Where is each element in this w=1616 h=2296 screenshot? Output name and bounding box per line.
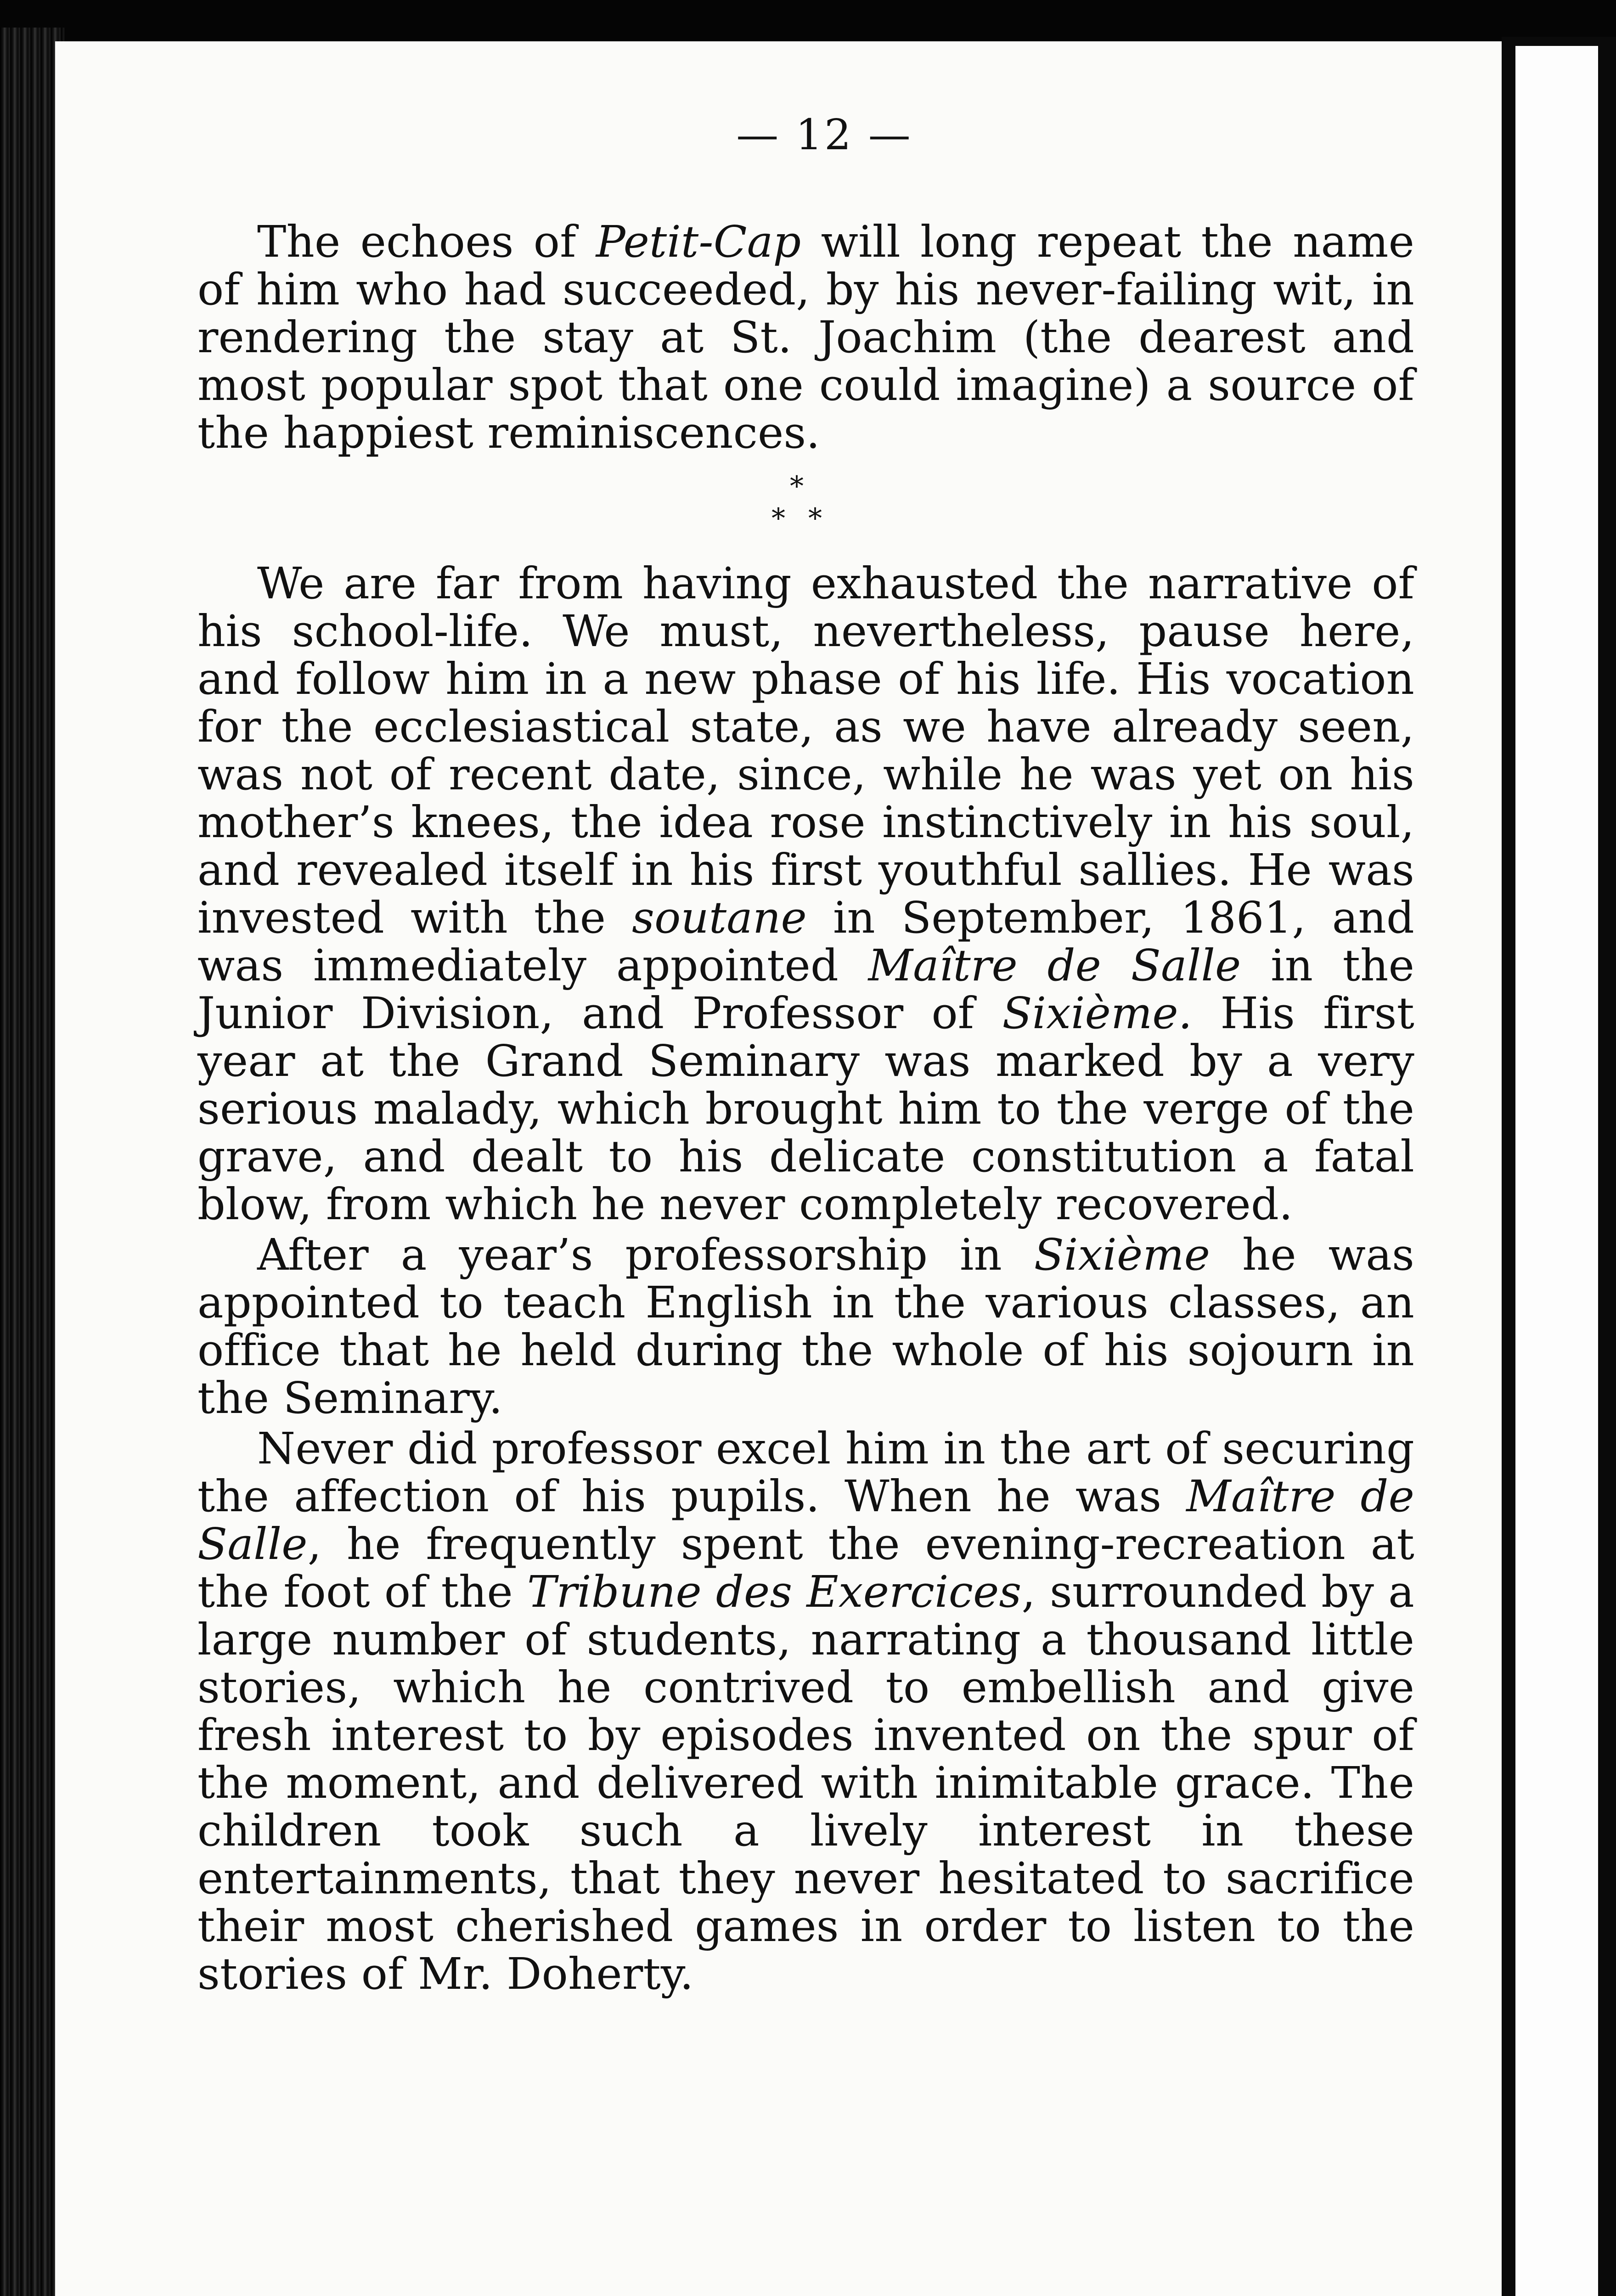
text-run: will long repeat the name of him who had succeeded, by his never-failing wit, in rendering the stay at St. Joachim (the dearest and most popular spot that one could imagine) a source of the happiest reminiscences. bbox=[197, 217, 1414, 458]
text-run: in September, 1861, and was immediately appointed bbox=[197, 893, 1414, 991]
text-run: he was appointed to teach English in the various classes, an office that he held during the whole of his sojourn in the Seminary. bbox=[197, 1230, 1414, 1424]
scan-top-border bbox=[0, 0, 1616, 44]
text-run: His first year at the Grand Seminary was marked by a very serious malady, which brought him to the verge of the grave, and dealt to his delicate constitution a fatal blow, from which he never completely recovered. bbox=[197, 988, 1415, 1230]
scan-left-binding bbox=[0, 28, 64, 2296]
separator-star: * bbox=[790, 470, 804, 502]
italic-term: Tribune des Exercices bbox=[527, 1567, 1022, 1617]
paragraph bbox=[197, 218, 1414, 457]
text-run: , surrounded by a large number of students, narrating a thousand little stories, which he contrived to embellish and give fresh interest to by episodes invented on the spur of the moment, and delivered with inimitable grace. The children took such a lively interest in these entertainments, that they never hesitated to sacrifice their most cherished games in order to listen to the stories of Mr. Doherty. bbox=[197, 1567, 1414, 1999]
italic-term: Petit-Cap bbox=[596, 217, 801, 267]
text-run: in the Junior Division, and Professor of bbox=[197, 940, 1414, 1039]
text-run: After a year’s professorship in bbox=[257, 1230, 1034, 1280]
separator-star: * bbox=[808, 502, 822, 535]
body-text bbox=[197, 218, 1414, 1998]
page-number: — 12 — bbox=[736, 110, 912, 159]
italic-term: Maître de Salle bbox=[197, 1471, 1414, 1570]
adjacent-page-edge bbox=[1515, 46, 1598, 2296]
paragraph bbox=[197, 1425, 1414, 1998]
italic-term: Sixième bbox=[1034, 1230, 1211, 1280]
section-separator bbox=[197, 463, 1414, 555]
paragraph bbox=[197, 1231, 1414, 1422]
text-run: We are far from having exhausted the narrative of his school-life. We must, nevertheless, pause here, and follow him in a new phase of his life. His vocation for the ecclesiastical state, as we have already seen, was not of recent date, since, while he was yet on his mother’s knees, the idea rose instinctively in his soul, and revealed itself in his first youthful sallies. He was invested with the bbox=[197, 558, 1414, 943]
text-run: Never did professor excel him in the art of securing the affection of his pupils. When he was bbox=[197, 1424, 1414, 1522]
italic-term: Sixième. bbox=[1002, 988, 1193, 1039]
separator-star: * bbox=[771, 502, 786, 535]
text-run: The echoes of bbox=[257, 217, 596, 267]
text-run: , he frequently spent the evening-recreation at the foot of the bbox=[197, 1519, 1414, 1617]
paragraph bbox=[197, 560, 1414, 1228]
italic-term: soutane bbox=[632, 893, 807, 943]
italic-term: Maître de Salle bbox=[868, 940, 1241, 991]
book-page bbox=[55, 41, 1502, 2296]
